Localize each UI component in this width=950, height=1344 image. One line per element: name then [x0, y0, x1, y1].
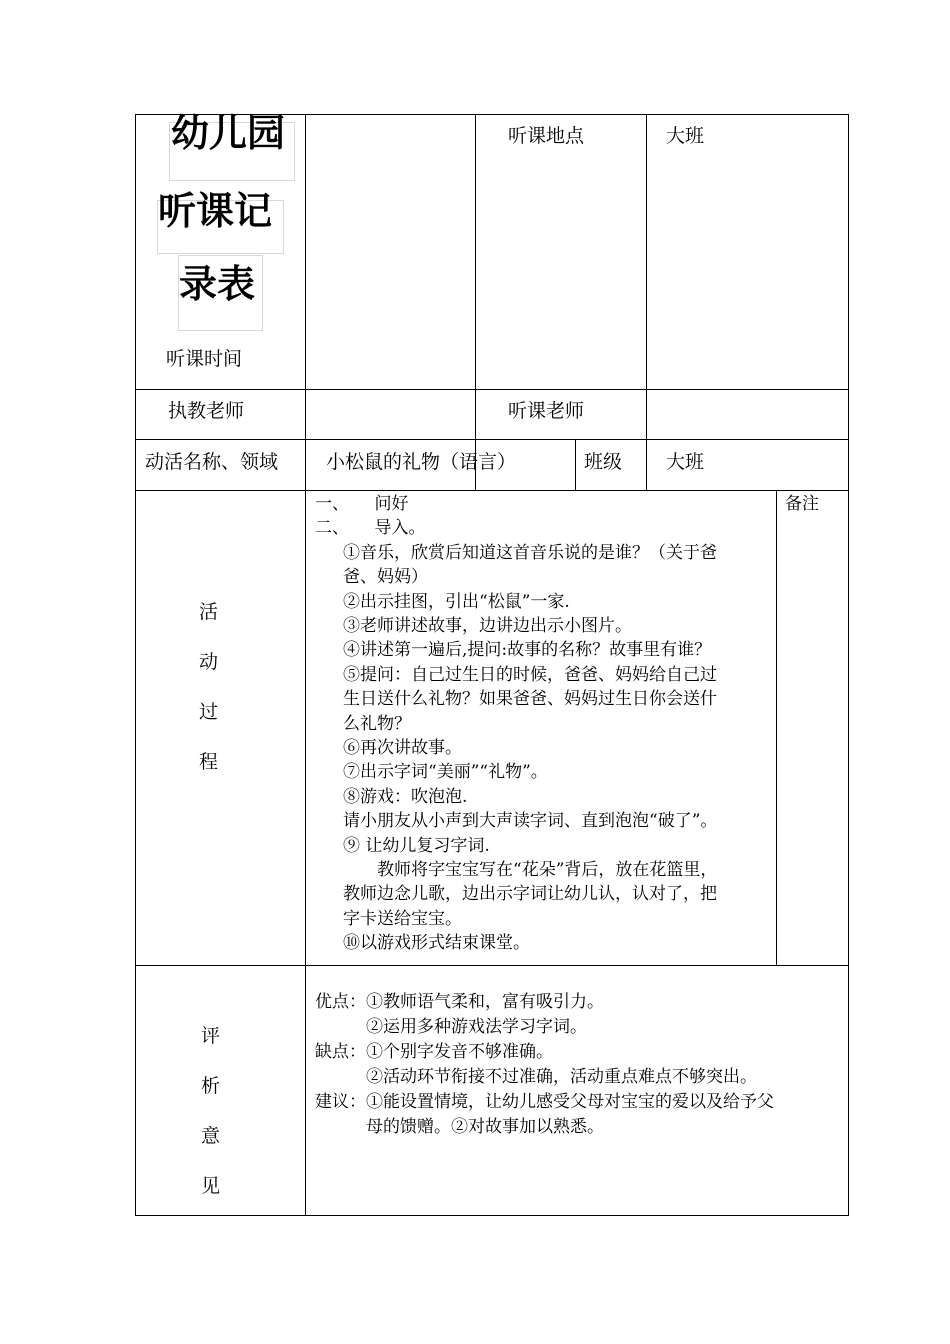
observer-label: 听课老师: [508, 400, 585, 422]
process-line: 教师将字宝宝写在“花朵”背后，放在花篮里，: [343, 860, 718, 880]
process-line: ④讲述第一遍后,提问:故事的名称？故事里有谁？: [343, 640, 712, 661]
class-label: 班级: [584, 451, 623, 473]
process-line: 生日送什么礼物？如果爸爸、妈妈过生日你会送什: [343, 689, 717, 710]
process-line: 教师边念儿歌，边出示字词让幼儿认，认对了，把: [343, 884, 717, 905]
teacher-label: 执教老师: [168, 400, 245, 422]
analysis-line: ②运用多种游戏法学习字词。: [315, 1017, 587, 1037]
process-line: 么礼物？: [343, 713, 411, 734]
remarks-label: 备注: [785, 494, 819, 514]
process-line: ⑩以游戏形式结束课堂。: [343, 933, 530, 954]
process-line: 一、 问好: [315, 494, 409, 514]
analysis-line: 母的馈赠。②对故事加以熟悉。: [315, 1117, 604, 1137]
analysis-label-char: 意: [201, 1125, 221, 1147]
process-line: 字卡送给宝宝。: [343, 908, 462, 929]
analysis-label-char: 见: [201, 1175, 221, 1197]
process-label-char: 动: [199, 651, 219, 673]
analysis-label-char: 评: [201, 1025, 221, 1047]
activity-value: 小松鼠的礼物（语言）: [326, 451, 517, 473]
process-line: 请小朋友从小声到大声读字词、直到泡泡“破了”。: [343, 811, 718, 832]
form-title-line-1: 幼儿园: [171, 111, 286, 155]
form-title-line-2: 听课记: [158, 189, 273, 233]
activity-label: 动活名称、领域: [145, 451, 279, 473]
class-value: 大班: [666, 451, 705, 473]
process-label-char: 活: [199, 601, 219, 623]
analysis-line: 优点：①教师语气柔和，富有吸引力。: [315, 992, 604, 1012]
analysis-line: 缺点：①个别字发音不够准确。: [315, 1042, 553, 1062]
process-line: ⑨ 让幼儿复习字词.: [343, 835, 490, 856]
process-line: ③老师讲述故事，边讲边出示小图片。: [343, 616, 632, 636]
process-line: 爸、妈妈）: [343, 567, 428, 588]
process-line: ⑦出示字词“美丽”“礼物”。: [343, 762, 548, 783]
process-line: ⑥再次讲故事。: [343, 738, 462, 758]
process-line: 二、 导入。: [315, 518, 426, 539]
process-line: ②出示挂图，引出“松鼠”一家.: [343, 591, 570, 612]
location-value: 大班: [666, 125, 705, 147]
process-label-char: 过: [199, 701, 219, 723]
process-line: ⑤提问：自己过生日的时候，爸爸、妈妈给自己过: [343, 664, 717, 685]
time-label: 听课时间: [166, 348, 243, 370]
analysis-label-char: 析: [201, 1075, 221, 1097]
form-title-line-3: 录表: [179, 262, 256, 306]
process-line: ⑧游戏：吹泡泡.: [343, 786, 468, 807]
process-label-char: 程: [199, 751, 219, 773]
analysis-line: 建议：①能设置情境，让幼儿感受父母对宝宝的爱以及给予父: [315, 1092, 774, 1112]
location-label: 听课地点: [508, 125, 585, 147]
process-line: ①音乐，欣赏后知道这首音乐说的是谁？（关于爸: [343, 542, 717, 563]
analysis-line: ②活动环节衔接不过准确，活动重点难点不够突出。: [315, 1067, 757, 1087]
